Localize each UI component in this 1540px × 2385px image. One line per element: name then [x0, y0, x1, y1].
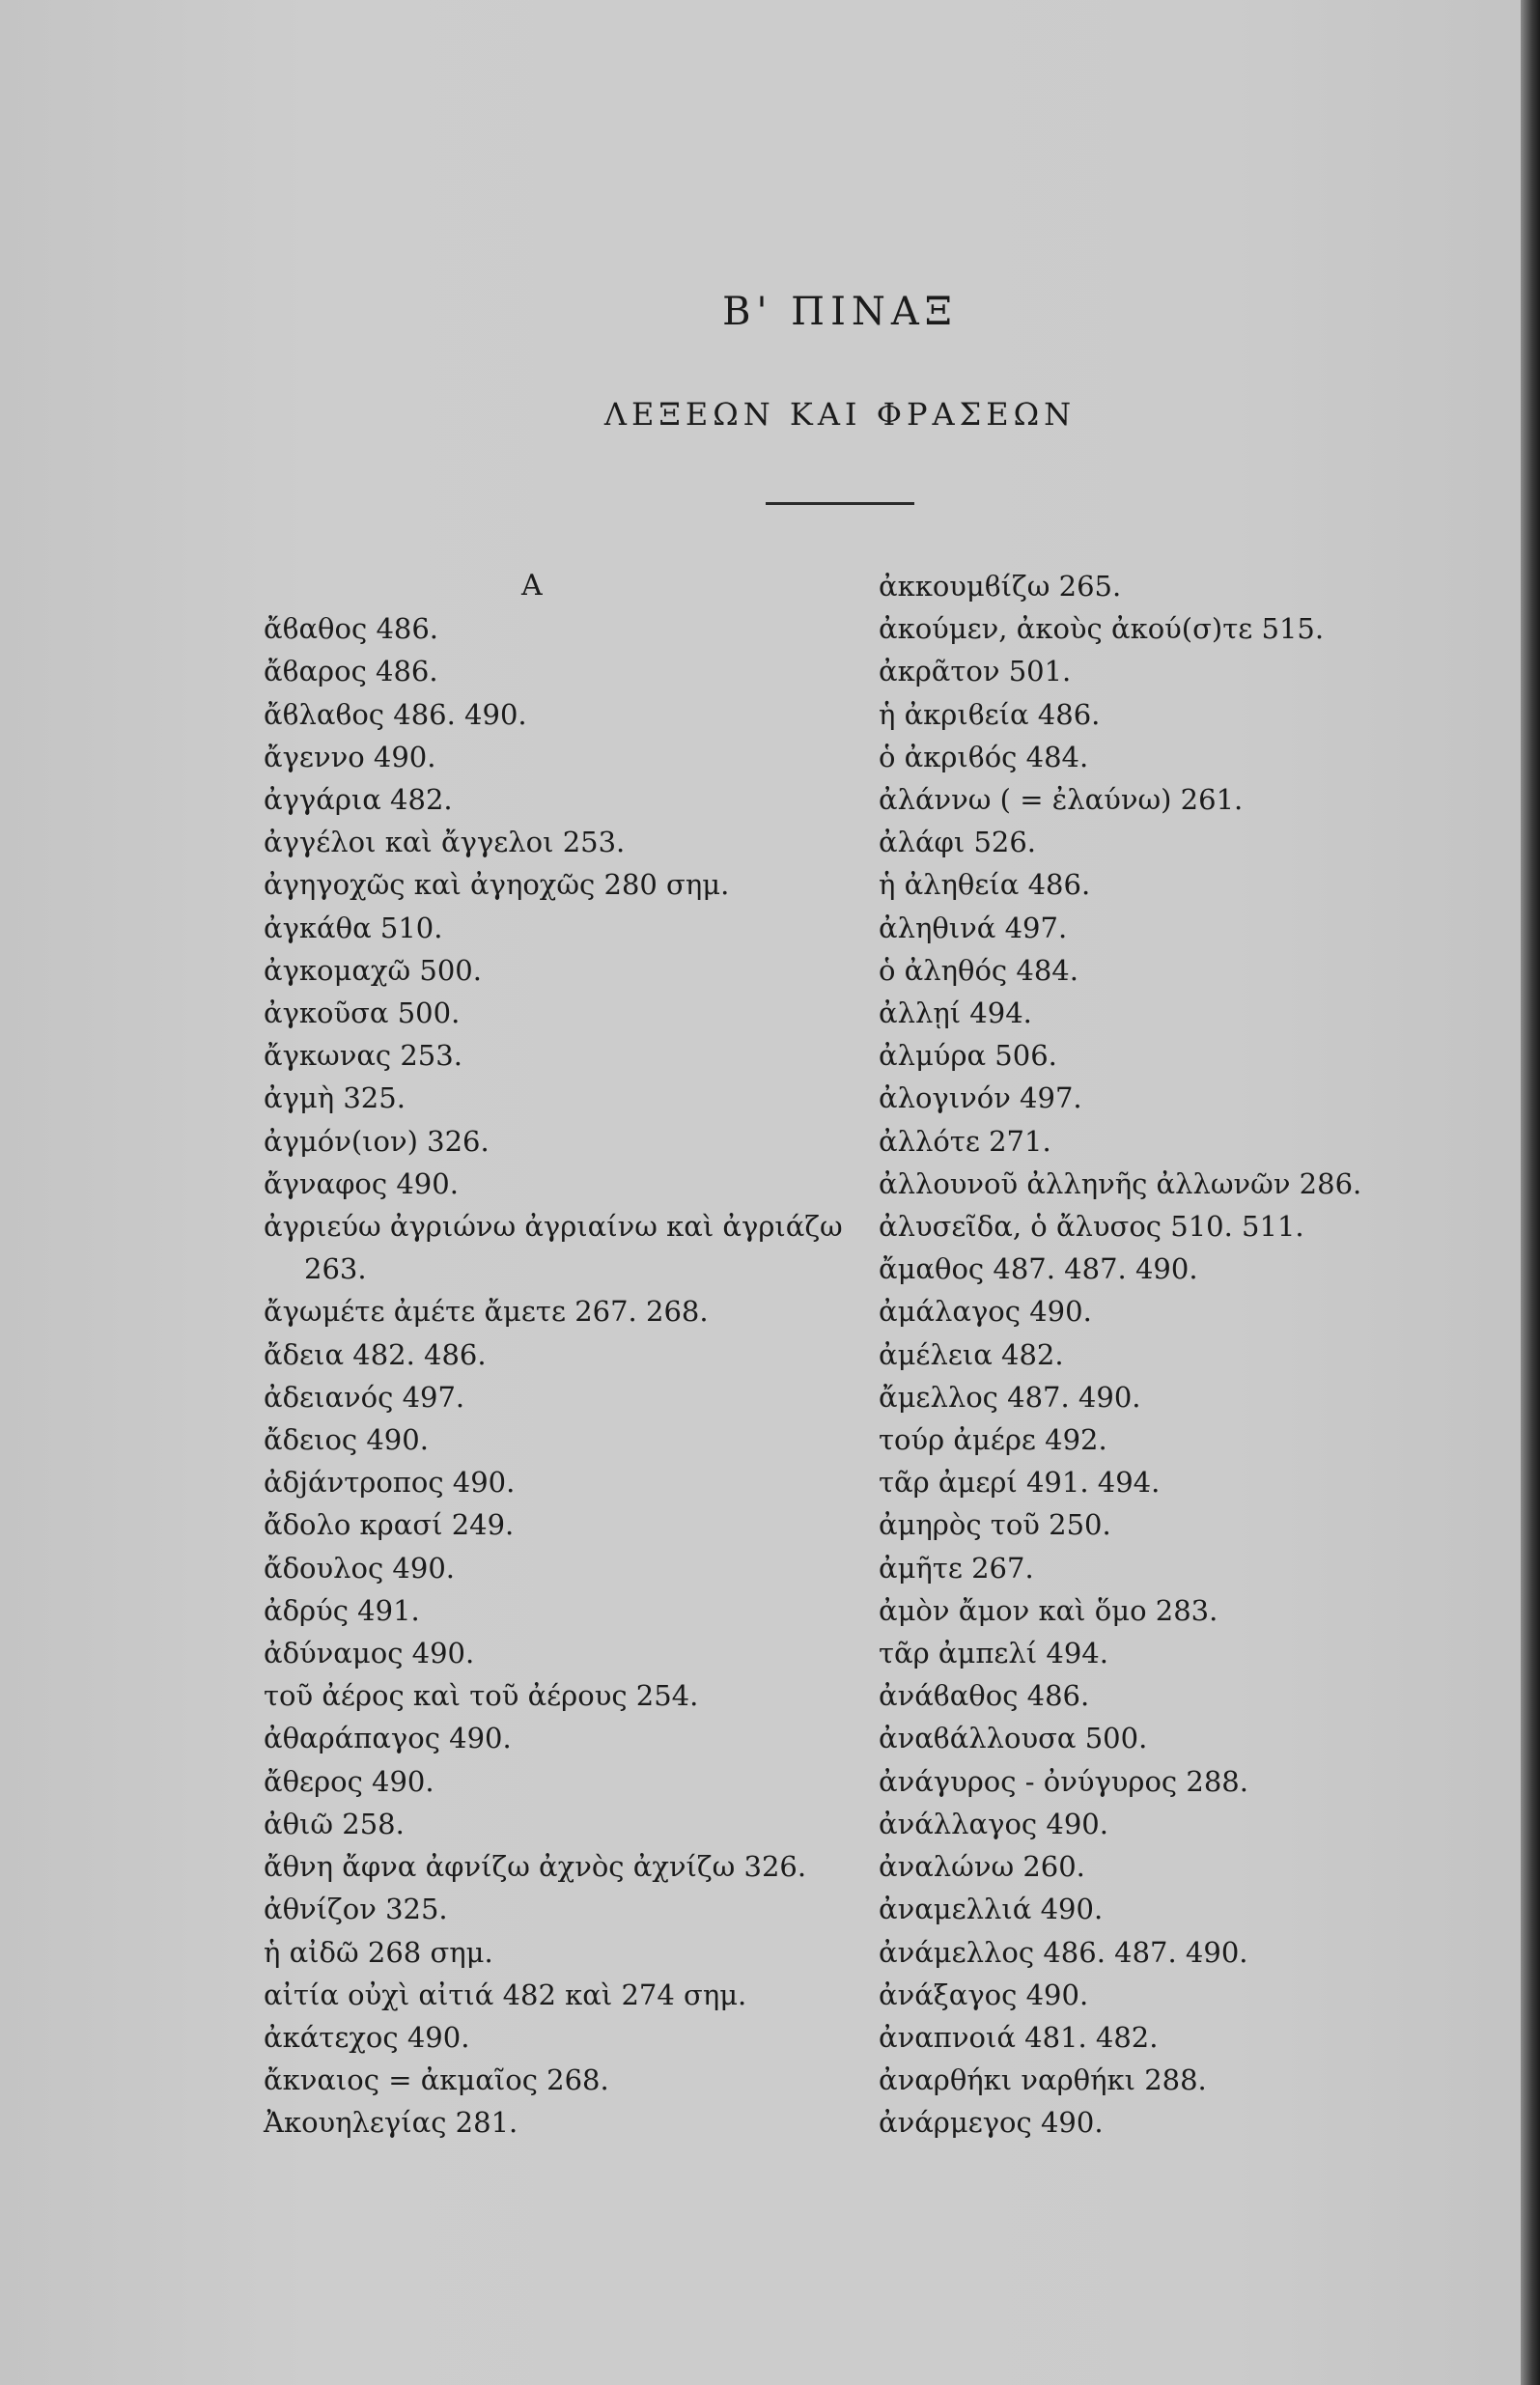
index-entry: ἀναϐάλλουσα 500. [879, 1722, 1148, 1755]
index-entry: ἄϐαθος 486. [264, 612, 439, 646]
index-entry: ἄμαθος 487. 487. 490. [879, 1252, 1198, 1286]
index-entry: ἀγγάρια 482. [264, 783, 453, 817]
index-entry-continuation: 263. [304, 1252, 367, 1286]
index-entry: ἀνάϐαθος 486. [879, 1679, 1090, 1713]
index-entry: ὁ ἀκριϐός 484. [879, 740, 1089, 773]
index-entry: ἀγηγοχῶς καὶ ἀγηοχῶς 280 σημ. [264, 868, 730, 902]
index-entry: ἄκναιος = ἀκμαῖος 268. [264, 2063, 609, 2097]
index-entry: ἄγναφος 490. [264, 1166, 459, 1200]
index-entry: ἀθαράπαγος 490. [264, 1722, 512, 1755]
index-entry: ἄδεια 482. 486. [264, 1337, 487, 1371]
index-entry: ἀδύναμος 490. [264, 1637, 475, 1670]
index-entry: ἀλάννω ( = ἐλαύνω) 261. [879, 783, 1244, 817]
index-entry: ἀνάλλαγος 490. [879, 1807, 1108, 1840]
index-entry: ἀγμὴ 325. [264, 1081, 406, 1115]
index-entry: ἀμάλαγος 490. [879, 1295, 1092, 1329]
index-entry: τᾶρ ἀμπελί 494. [879, 1637, 1108, 1670]
index-entry: ἄϐλαϐος 486. 490. [264, 697, 527, 731]
left-column [264, 565, 862, 2145]
index-entry: τοῦ ἀέρος καὶ τοῦ ἀέρους 254. [264, 1679, 699, 1713]
index-entry: ἡ ἀληθεία 486. [879, 868, 1091, 902]
index-entry: ἄμελλος 487. 490. [879, 1380, 1141, 1414]
index-entry: ὁ ἀληθός 484. [879, 953, 1078, 987]
index-entry: ἀλυσεῖδα, ὁ ἄλυσος 510. 511. [879, 1210, 1304, 1244]
index-entry: ἀλλότε 271. [879, 1124, 1051, 1158]
index-entry: ἄϐαρος 486. [264, 655, 438, 688]
index-entry: ἀκρᾶτον 501. [879, 655, 1072, 688]
index-entry: ἀναμελλιά 490. [879, 1893, 1104, 1926]
index-entry: ἀγριεύω ἀγριώνω ἀγριαίνω καὶ ἀγριάζω [264, 1210, 843, 1244]
index-entry: ἀμῆτε 267. [879, 1551, 1034, 1585]
index-entry: ἀγκάθα 510. [264, 911, 443, 944]
index-entry: ἄγεννο 490. [264, 740, 436, 773]
index-entry: αἰτία οὐχὶ αἰτιά 482 καὶ 274 σημ. [264, 1978, 747, 2011]
index-entry: ἀλάφι 526. [879, 826, 1037, 859]
index-entry: ἡ αἰδῶ 268 σημ. [264, 1935, 493, 1969]
index-entry: ἄδειος 490. [264, 1423, 429, 1457]
index-entry: ἀθιῶ 258. [264, 1807, 405, 1840]
index-entry: τούρ ἀμέρε 492. [879, 1423, 1107, 1457]
index-entry: Ἀκουηλεγίας 281. [264, 2106, 518, 2140]
index-entry: ἀναλώνω 260. [879, 1850, 1085, 1884]
index-entry: ἀληθινά 497. [879, 911, 1068, 944]
index-entry: ἀκάτεχος 490. [264, 2020, 470, 2054]
index-entry: ἀκούμεν, ἀκοὺς ἀκού(σ)τε 515. [879, 612, 1325, 646]
index-entry: ἀλλῃί 494. [879, 996, 1032, 1030]
index-entry: ἄγωμέτε ἀμέτε ἄμετε 267. 268. [264, 1295, 709, 1329]
index-entry: ἀδjάντροπος 490. [264, 1466, 516, 1500]
index-entry: ἀθνίζον 325. [264, 1893, 448, 1926]
index-entry: ἀδρύς 491. [264, 1593, 420, 1627]
index-entry: τᾶρ ἀμερί 491. 494. [879, 1466, 1161, 1500]
index-entry: ἀναπνοιά 481. 482. [879, 2020, 1159, 2054]
index-entry: ἡ ἀκριϐεία 486. [879, 697, 1101, 731]
index-entry: ἄθνη ἄφνα ἀφνίζω ἀχνὸς ἀχνίζω 326. [264, 1850, 807, 1884]
index-entry: ἀλογινόν 497. [879, 1081, 1082, 1115]
section-letter: Α [521, 569, 543, 603]
index-entry: ἀνάγυρος - ὀνύγυρος 288. [879, 1764, 1248, 1798]
index-entry: ἀγκοῦσα 500. [264, 996, 461, 1030]
index-entry: ἀνάρμεγος 490. [879, 2106, 1104, 2140]
index-entry: ἀνάξαγος 490. [879, 1978, 1089, 2011]
book-spine-edge [1521, 0, 1540, 2385]
index-entry: ἀλλουνοῦ ἀλληνῆς ἀλλωνῶν 286. [879, 1166, 1362, 1200]
right-column [879, 565, 1477, 2145]
index-entry: ἀγγέλοι καὶ ἄγγελοι 253. [264, 826, 626, 859]
index-entry: ἀκκουμϐίζω 265. [879, 570, 1122, 603]
index-entry: ἀναρθήκι ναρθήκι 288. [879, 2063, 1207, 2097]
index-subtitle: ΛΕΞΕΩΝ ΚΑΙ ΦΡΑΣΕΩΝ [603, 396, 1077, 433]
index-entry: ἄδουλος 490. [264, 1551, 456, 1585]
index-entry: ἀγμόν(ιον) 326. [264, 1124, 490, 1158]
index-entry: ἄθερος 490. [264, 1764, 434, 1798]
index-entry: ἀμέλεια 482. [879, 1337, 1064, 1371]
index-entry: ἀμὸν ἄμον καὶ ὅμο 283. [879, 1593, 1218, 1627]
index-title: Β' ΠΙΝΑΞ [722, 290, 958, 334]
index-entry: ἀνάμελλος 486. 487. 490. [879, 1935, 1248, 1969]
index-entry: ἄγκωνας 253. [264, 1039, 462, 1073]
index-entry: ἄδολο κρασί 249. [264, 1508, 515, 1542]
index-entry: ἀλμύρα 506. [879, 1039, 1057, 1073]
index-entry: ἀδειανός 497. [264, 1380, 465, 1414]
title-rule [766, 502, 914, 505]
index-entry: ἀμηρὸς τοῦ 250. [879, 1508, 1111, 1542]
index-entry: ἀγκομαχῶ 500. [264, 953, 482, 987]
